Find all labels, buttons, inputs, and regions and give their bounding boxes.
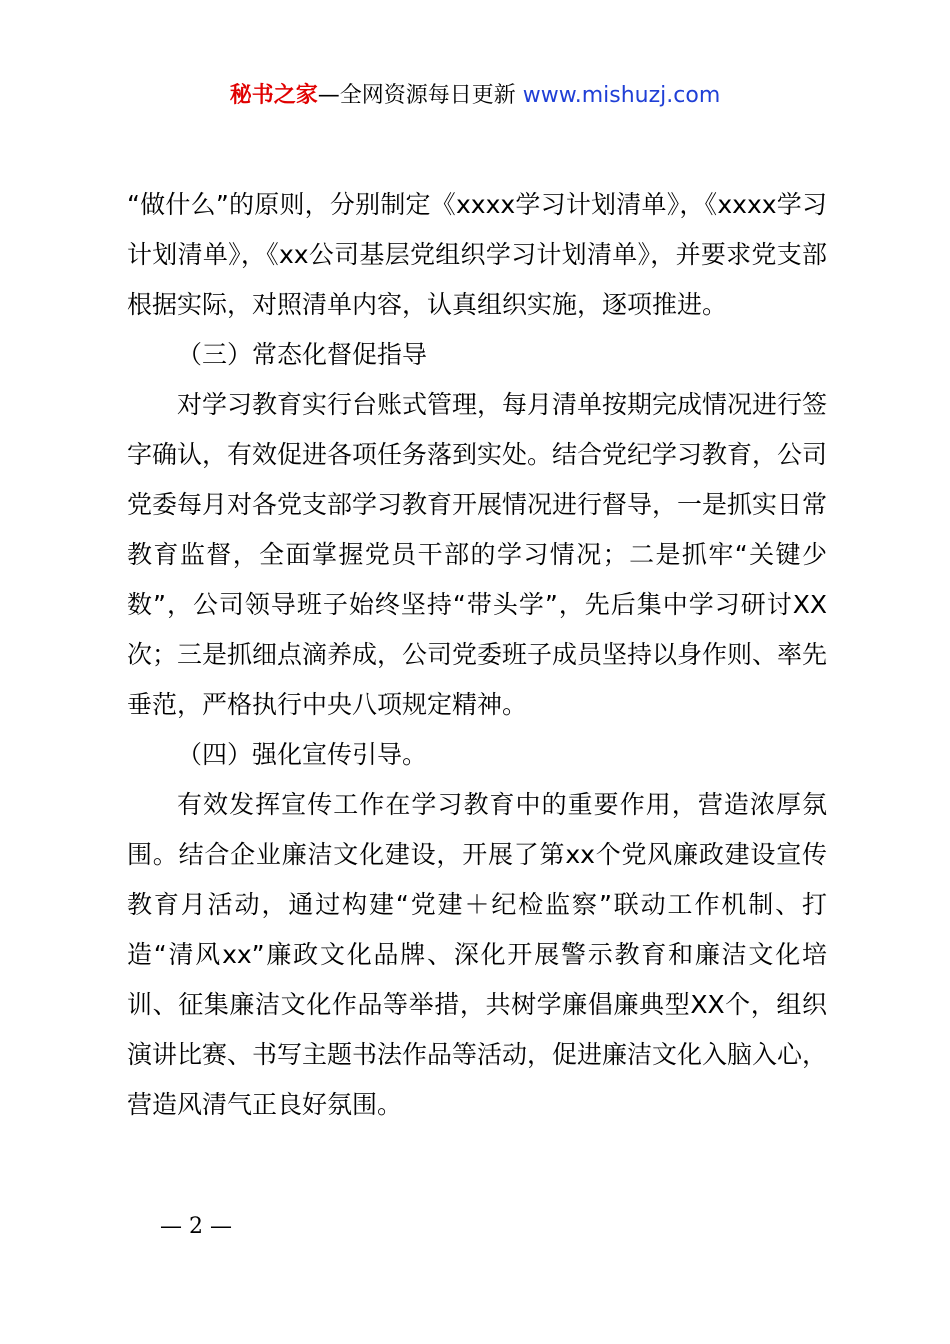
header-slogan: —全网资源每日更新	[317, 83, 516, 108]
website-link[interactable]: www.mishuzj.com	[522, 83, 721, 108]
brand-name: 秘书之家	[229, 83, 318, 108]
section-heading-4: （四）强化宣传引导。	[177, 740, 428, 769]
document-body	[127, 180, 827, 1130]
paragraph-supervision: 对学习教育实行台账式管理，每月清单按期完成情况进行签字确认，有效促进各项任务落到实处。结合党纪学习教育，公司党委每月对各党支部学习教育开展情况进行督导，一是抓实日常教育监督，全面掌握党员干部的学习情况；二是抓牢“关键少数”，公司领导班子始终坚持“带头学”，先后集中学习研讨XX次；三是抓细点滴养成，公司党委班子成员坚持以身作则、率先垂范，严格执行中央八项规定精神。	[127, 390, 828, 719]
section-heading-3: （三）常态化督促指导	[177, 340, 428, 369]
page-number: — 2 —	[160, 1214, 232, 1239]
page-header	[0, 80, 950, 112]
paragraph-continuation: “做什么”的原则，分别制定《xxxx学习计划清单》，《xxxx学习计划清单》，《xx公司基层党组织学习计划清单》，并要求党支部根据实际，对照清单内容，认真组织实施，逐项推进。	[127, 190, 827, 319]
paragraph-publicity: 有效发挥宣传工作在学习教育中的重要作用，营造浓厚氛围。结合企业廉洁文化建设，开展了第xx个党风廉政建设宣传教育月活动，通过构建“党建＋纪检监察”联动工作机制、打造“清风xx”廉政文化品牌、深化开展警示教育和廉洁文化培训、征集廉洁文化作品等举措，共树学廉倡廉典型XX个，组织演讲比赛、书写主题书法作品等活动，促进廉洁文化入脑入心，营造风清气正良好氛围。	[127, 790, 828, 1119]
